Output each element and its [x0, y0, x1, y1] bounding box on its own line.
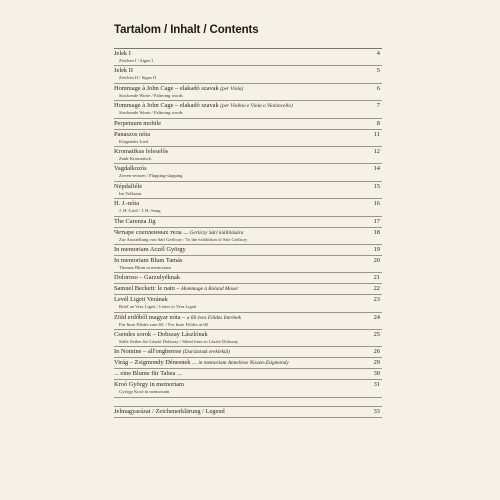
toc-entry-page-number: 21	[373, 274, 380, 282]
toc-entry-subtitle: Im Volkston	[119, 190, 142, 196]
toc-entry-title: Csendes sorok – Dobszay Lászlónak	[114, 331, 208, 339]
toc-entry-page-number: 30	[373, 370, 380, 378]
toc-entry-page-number: 26	[373, 348, 380, 356]
toc-entry[interactable]	[114, 147, 382, 164]
toc-entry-page-number: 16	[373, 200, 380, 208]
toc-entry-subtitle: J. H.-Lied / J. H.-Song	[119, 208, 161, 214]
toc-entry[interactable]	[114, 369, 382, 380]
toc-entry-subtitle: Brief an Vera Ligeti / Letter to Vera Ligeti	[119, 304, 197, 310]
toc-entry-note: Hommage à Roland Moser	[181, 286, 239, 293]
toc-entry-note: (per Viola)	[220, 85, 244, 92]
toc-entry-subtitle: Zeichen I / Signs I	[119, 58, 153, 63]
toc-entry-title: Kromatikus feleselős	[114, 147, 169, 155]
toc-entry-line	[114, 218, 382, 226]
toc-entry-subtitle: Zur Ausstellung von Sári Gerliczy / To the exhibition of Sári Gerliczy	[119, 236, 248, 242]
toc-entry-note: (Darázsnak ereklekül)	[182, 349, 230, 356]
toc-entry-title: In Nomine – all'ongherese	[114, 348, 182, 356]
toc-entry-page-number: 6	[376, 84, 380, 92]
toc-entry-title: In memoriam Blum Tamás	[114, 256, 183, 264]
toc-entry-page-number: 22	[373, 285, 380, 293]
toc-entry[interactable]	[114, 347, 382, 358]
table-of-contents	[114, 48, 382, 418]
toc-entry-note: a 60 éves Földes Imrének	[186, 314, 242, 321]
toc-entry[interactable]	[114, 245, 382, 256]
toc-entry-page-number: 24	[373, 313, 380, 321]
toc-entry-subtitle: György Kroó in memoriam	[119, 389, 170, 395]
page-title: Tartalom / Inhalt / Contents	[114, 24, 259, 36]
toc-entry-line	[114, 85, 382, 93]
toc-entry-subtitle: Zeichen II / Signs II	[119, 75, 156, 81]
toc-entry-subtitle: Thomas Blum in memoriam	[119, 264, 171, 270]
toc-entry[interactable]	[114, 49, 382, 66]
toc-entry-note: (per Violino e Viola o Violoncello)	[220, 103, 293, 110]
toc-entry-title: Vagdalkozós	[114, 165, 147, 173]
toc-entry-line	[114, 102, 382, 110]
toc-entry-title: Panaszos nóta	[114, 130, 151, 138]
toc-entry-line	[114, 381, 382, 389]
toc-entry-title: Kroó György in memoriam	[114, 381, 184, 389]
toc-entry-page-number: 18	[373, 228, 380, 236]
toc-entry-line	[114, 200, 382, 208]
toc-entry[interactable]	[114, 256, 382, 273]
toc-entry-subtitle: Stockende Worte / Faltering words	[119, 92, 183, 98]
toc-entry-line	[114, 165, 382, 173]
toc-entry-title: In memoriam Aczél György	[114, 245, 186, 253]
toc-entry-line	[114, 131, 382, 139]
toc-entry[interactable]	[114, 164, 382, 181]
toc-entry-title: Virág – Zsigmondy Dénesnek ...	[114, 359, 197, 367]
toc-entry-line	[114, 246, 382, 254]
toc-entry-page-number: 23	[373, 296, 380, 304]
toc-entry-line	[114, 67, 382, 75]
toc-entry[interactable]	[114, 295, 382, 312]
toc-entry-line	[114, 120, 382, 128]
toc-entry-title: Четыре слепленных тела ...	[114, 228, 188, 236]
toc-entry[interactable]	[114, 130, 382, 147]
toc-entry-page-number: 20	[373, 256, 380, 264]
toc-entry-subtitle: Zank-Kromatisch	[119, 155, 152, 161]
toc-entry-subtitle: Stockende Worte / Faltering words	[119, 110, 183, 116]
toc-entry-line	[114, 331, 382, 339]
toc-entry-title: ... eine Blume für Tabea ...	[114, 370, 182, 378]
toc-entry-page-number: 12	[373, 147, 380, 155]
legend-spacer	[114, 398, 382, 406]
toc-entry[interactable]	[114, 84, 382, 101]
toc-entry[interactable]	[114, 119, 382, 130]
toc-entry-line	[114, 50, 382, 58]
toc-entry-line	[114, 408, 382, 416]
toc-entry[interactable]	[114, 273, 382, 284]
toc-entry-page-number: 8	[376, 119, 380, 127]
toc-entry-line	[114, 148, 382, 156]
toc-entry-title: H. J.-nóta	[114, 200, 140, 208]
toc-entry-page-number: 4	[376, 50, 380, 57]
toc-entry-page-number: 19	[373, 245, 380, 253]
toc-entry-title: Jelek I	[114, 50, 131, 57]
toc-entry-page-number: 31	[373, 381, 380, 389]
toc-entry[interactable]	[114, 406, 382, 418]
toc-entry[interactable]	[114, 101, 382, 118]
toc-entry-note: Gerliczy Sári kiállítására	[189, 229, 244, 236]
toc-entry[interactable]	[114, 66, 382, 83]
toc-entry-page-number: 14	[373, 165, 380, 173]
toc-entry-page-number: 5	[376, 67, 380, 75]
toc-entry-line	[114, 285, 382, 293]
toc-entry-page-number: 25	[373, 331, 380, 339]
toc-entry-line	[114, 370, 382, 378]
toc-entry-note: in memoriam Anneliese Nissen-Zsigmondy	[198, 360, 289, 367]
toc-entry-subtitle: Stille Zeilen für László Dobszay / Silent lines to László Dobszay	[119, 339, 239, 345]
toc-entry[interactable]	[114, 358, 382, 369]
toc-entry-title: Jelek II	[114, 67, 133, 75]
toc-entry-title: Perpetuum mobile	[114, 119, 162, 127]
toc-entry-title: Népdalféle	[114, 182, 143, 190]
toc-entry-line	[114, 274, 382, 282]
toc-entry-line	[114, 359, 382, 367]
toc-entry-subtitle: Zerren-reissen / Flapping-slapping	[119, 173, 183, 179]
toc-entry-page-number: 11	[373, 130, 380, 138]
toc-entry-line	[114, 348, 382, 356]
toc-entry-title: Doloroso – Garzulyéknak	[114, 274, 181, 282]
toc-entry-page-number: 29	[373, 359, 380, 367]
toc-entry-title: Hommage à John Cage – elakadó szavak	[114, 84, 219, 92]
toc-entry[interactable]	[114, 182, 382, 199]
toc-entry-line	[114, 296, 382, 304]
toc-entry-page-number: 7	[376, 102, 380, 110]
toc-entry-title: Hommage à John Cage – elakadó szavak	[114, 102, 219, 110]
toc-entry[interactable]	[114, 330, 382, 347]
toc-entry-title: Zöld erdőből magyar nóta –	[114, 313, 186, 321]
toc-entry-page-number: 33	[373, 407, 380, 415]
toc-entry-page-number: 15	[373, 182, 380, 190]
toc-entry[interactable]	[114, 228, 382, 245]
toc-entry[interactable]	[114, 217, 382, 228]
toc-entry[interactable]	[114, 313, 382, 330]
toc-entry-title: The Carenza Jig	[114, 217, 156, 225]
toc-entry-title: Samuel Beckett: le nain –	[114, 285, 180, 293]
toc-entry-line	[114, 183, 382, 191]
toc-entry-title: Levél Ligeti Verának	[114, 296, 168, 304]
toc-entry-subtitle: Klagendes Lied	[119, 138, 148, 144]
toc-entry-subtitle: Für Imre Földes zum 60. / For Imre Földes at 60	[119, 321, 208, 327]
toc-entry[interactable]	[114, 380, 382, 397]
toc-entry-line	[114, 229, 382, 237]
toc-entry[interactable]	[114, 284, 382, 295]
toc-entry-title: Jelmagyarázat / Zeichenerklärung / Legend	[114, 407, 225, 415]
toc-entry-line	[114, 257, 382, 265]
toc-entry-line	[114, 314, 382, 322]
toc-entry[interactable]	[114, 199, 382, 216]
toc-entry-page-number: 17	[373, 217, 380, 225]
